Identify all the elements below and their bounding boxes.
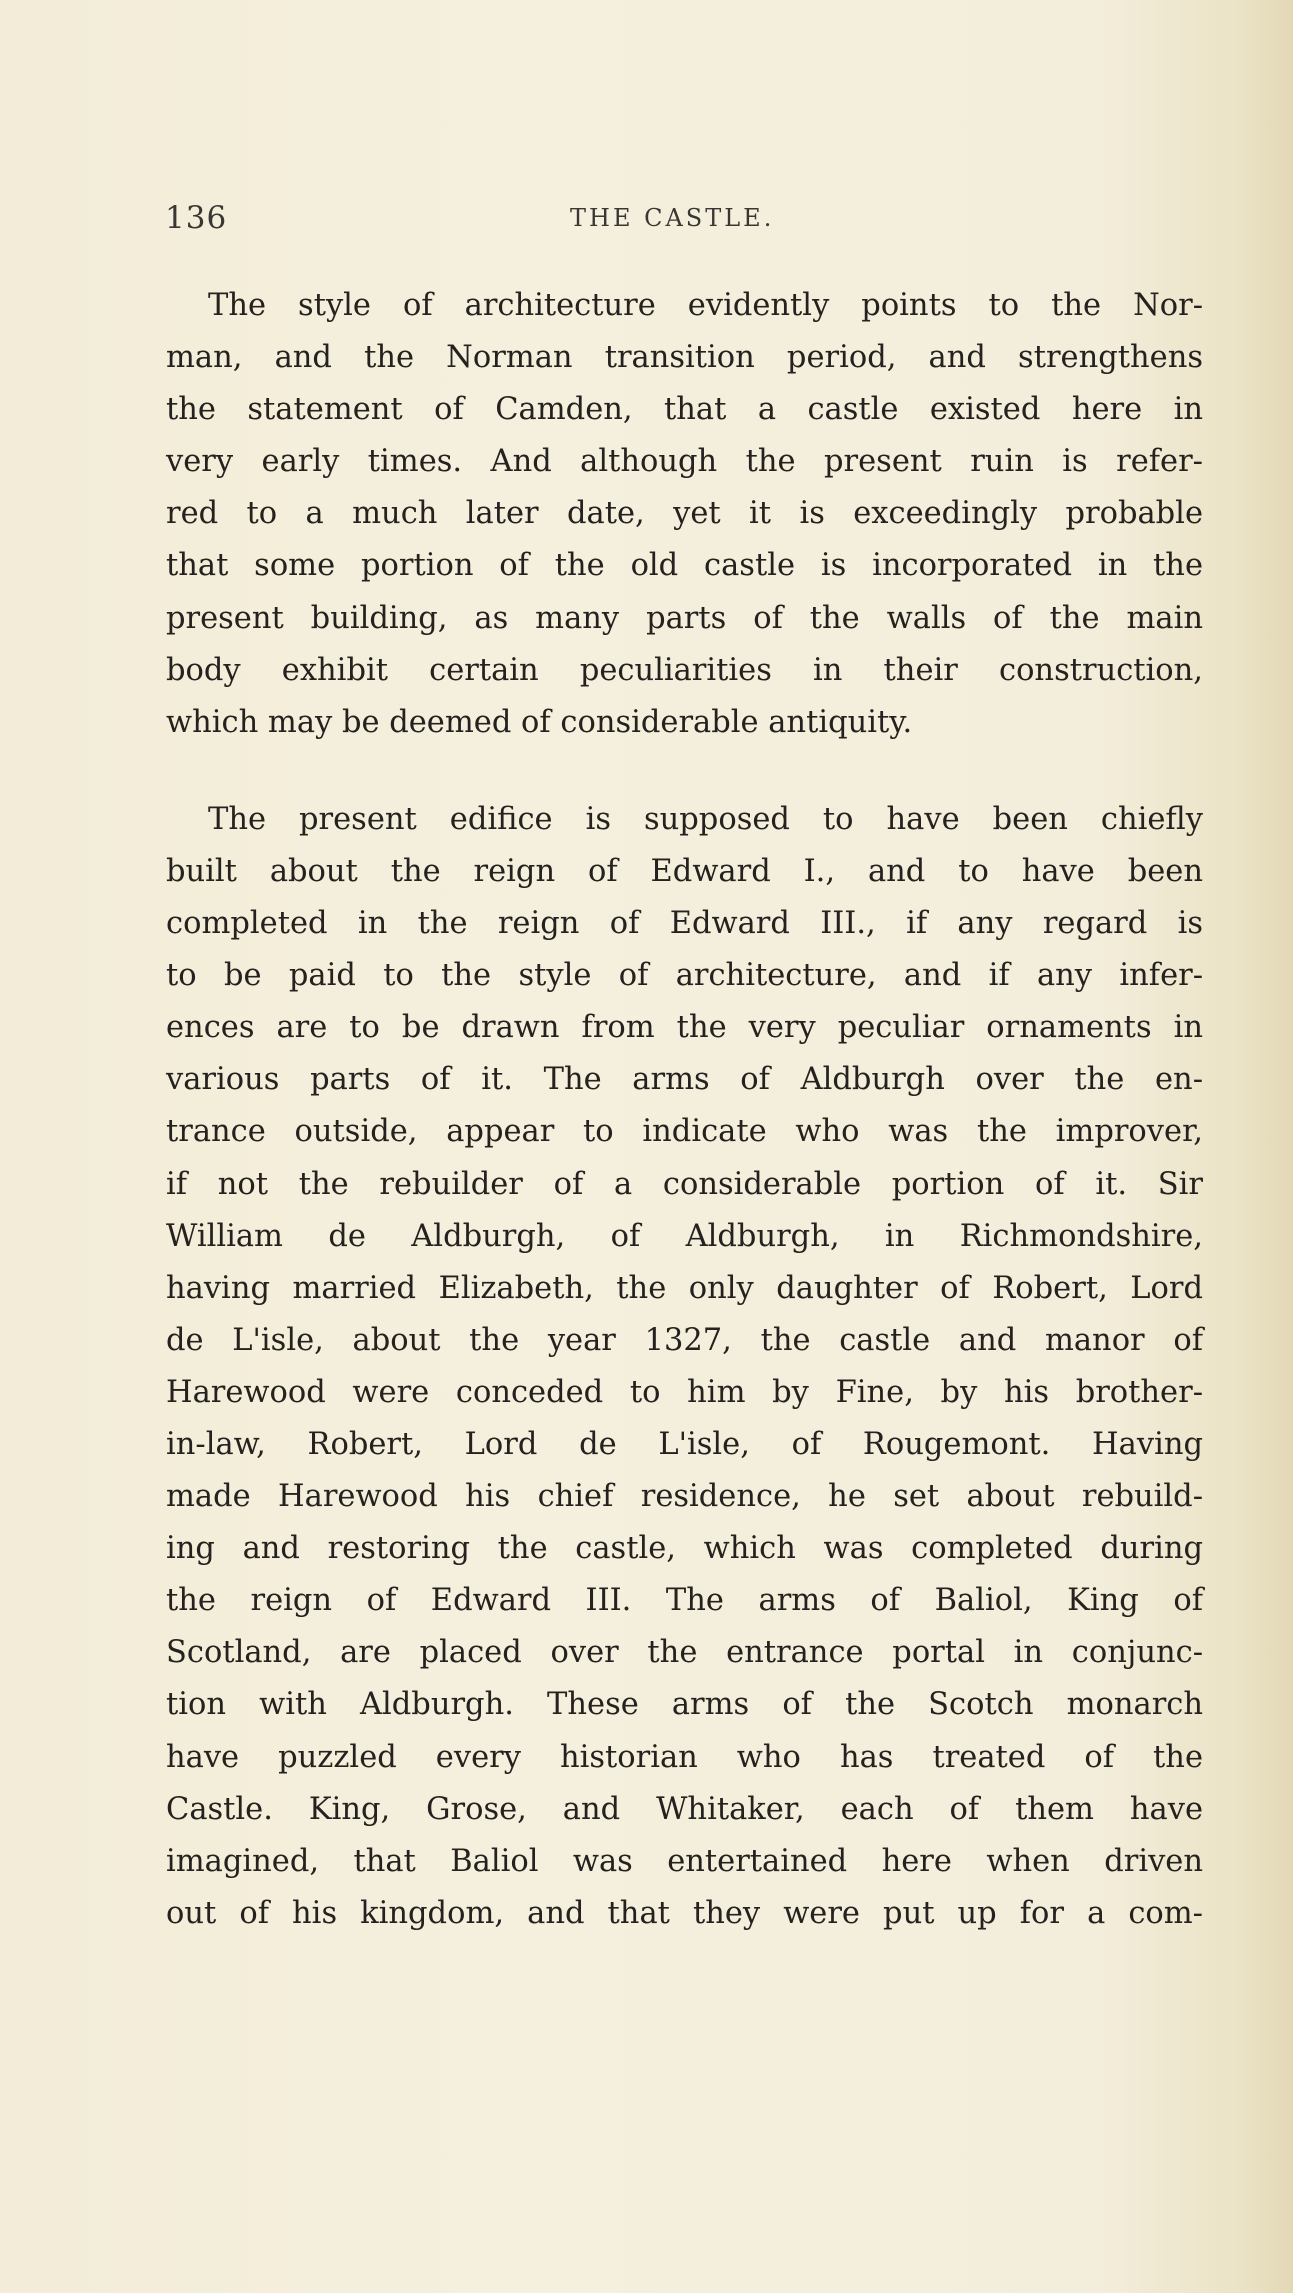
text-line: completed in the reign of Edward III., if any regard is [166,906,1203,942]
text-line: Harewood were conceded to him by Fine, by his brother- [166,1374,1203,1410]
text-line: out of his kingdom, and that they were put up for a com- [166,1895,1203,1931]
text-line: that some portion of the old castle is incorporated in the [166,548,1203,584]
text-line: ing and restoring the castle, which was completed during [166,1531,1203,1567]
text-line: very early times. And although the present ruin is refer- [166,444,1203,480]
text-line: have puzzled every historian who has treated of the [166,1739,1203,1775]
page-header [165,200,1210,250]
text-line: if not the rebuilder of a considerable portion of it. Sir [166,1166,1203,1202]
body-text [166,280,1203,1940]
paragraph-1 [166,280,1203,749]
text-line: present building, as many parts of the walls of the main [166,600,1203,636]
text-line: the reign of Edward III. The arms of Baliol, King of [166,1583,1203,1619]
text-line: trance outside, appear to indicate who was the improver, [166,1114,1203,1150]
text-line: made Harewood his chief residence, he set about rebuild- [166,1479,1203,1515]
text-line: the statement of Camden, that a castle existed here in [166,392,1203,428]
text-line: William de Aldburgh, of Aldburgh, in Richmondshire, [166,1218,1203,1254]
text-line: having married Elizabeth, the only daughter of Robert, Lord [166,1270,1203,1306]
text-line: imagined, that Baliol was entertained here when driven [166,1843,1203,1879]
text-line: red to a much later date, yet it is exceedingly probable [166,496,1203,532]
text-line: The style of architecture evidently points to the Nor- [208,288,1203,323]
text-line: Scotland, are placed over the entrance portal in conjunc- [166,1635,1203,1671]
text-line: The present edifice is supposed to have been chiefly [208,801,1203,837]
text-line: which may be deemed of considerable antiquity. [166,704,913,740]
text-line: de L'isle, about the year 1327, the castle and manor of [166,1322,1203,1358]
page-number: 136 [165,200,228,236]
text-line: body exhibit certain peculiarities in their construction, [166,652,1203,688]
text-line: in-law, Robert, Lord de L'isle, of Rougemont. Having [166,1426,1203,1462]
text-line: man, and the Norman transition period, and strengthens [166,340,1203,376]
text-line: built about the reign of Edward I., and to have been [166,853,1203,889]
text-line: tion with Aldburgh. These arms of the Scotch monarch [166,1687,1203,1723]
text-line: ences are to be drawn from the very peculiar ornaments in [166,1010,1203,1046]
text-line: various parts of it. The arms of Aldburgh over the en- [166,1062,1203,1098]
text-line: to be paid to the style of architecture, and if any infer- [166,958,1203,994]
paragraph-2 [166,794,1203,1940]
running-head: THE CASTLE. [570,204,775,232]
text-line: Castle. King, Grose, and Whitaker, each of them have [166,1791,1203,1827]
